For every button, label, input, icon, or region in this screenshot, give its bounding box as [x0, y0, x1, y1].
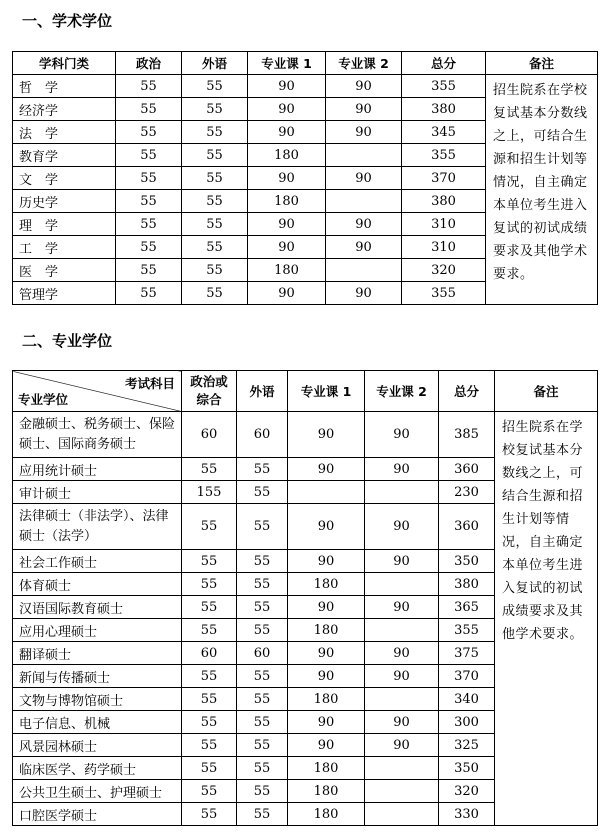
- score-cell: 55: [182, 550, 237, 573]
- score-cell: 90: [248, 167, 326, 190]
- score-cell: 350: [439, 550, 495, 573]
- score-cell: 55: [182, 458, 237, 481]
- score-cell: 55: [237, 734, 288, 757]
- corner-label-subjects: 考试科目: [124, 376, 175, 391]
- score-cell: [326, 144, 402, 167]
- score-cell: 55: [182, 75, 248, 98]
- score-cell: 55: [237, 481, 288, 504]
- score-cell: [365, 481, 439, 504]
- score-cell: 310: [402, 236, 486, 259]
- score-cell: 90: [326, 98, 402, 121]
- score-cell: 385: [439, 412, 495, 458]
- score-cell: 55: [182, 236, 248, 259]
- score-cell: 55: [116, 121, 182, 144]
- score-cell: [326, 259, 402, 282]
- score-cell: [326, 190, 402, 213]
- degree-name: 汉语国际教育硕士: [13, 596, 182, 619]
- column-header: 政治或综合: [182, 371, 237, 412]
- score-cell: 55: [116, 167, 182, 190]
- score-cell: 325: [439, 734, 495, 757]
- score-cell: [288, 481, 365, 504]
- score-cell: 230: [439, 481, 495, 504]
- column-header: 备注: [486, 52, 598, 75]
- column-header: 专业课 2: [365, 371, 439, 412]
- section-title-academic: 一、学术学位: [22, 12, 113, 30]
- score-cell: 370: [439, 665, 495, 688]
- score-cell: 55: [182, 780, 237, 803]
- table-row: [13, 412, 598, 458]
- score-cell: 330: [439, 803, 495, 826]
- academic-degree-table: [12, 51, 598, 305]
- column-header: 学科门类: [13, 52, 116, 75]
- score-cell: 55: [182, 688, 237, 711]
- score-cell: 60: [237, 412, 288, 458]
- score-cell: 90: [288, 711, 365, 734]
- score-cell: 365: [439, 596, 495, 619]
- score-cell: 55: [182, 734, 237, 757]
- score-cell: 55: [116, 236, 182, 259]
- score-cell: 55: [182, 504, 237, 550]
- score-cell: 55: [237, 550, 288, 573]
- score-cell: 60: [182, 412, 237, 458]
- score-cell: 355: [402, 75, 486, 98]
- column-header: 政治: [116, 52, 182, 75]
- score-cell: 55: [182, 213, 248, 236]
- score-cell: 90: [288, 458, 365, 481]
- score-cell: 55: [237, 458, 288, 481]
- score-cell: 55: [116, 213, 182, 236]
- score-cell: 55: [182, 167, 248, 190]
- score-cell: 300: [439, 711, 495, 734]
- score-cell: 180: [288, 573, 365, 596]
- score-cell: 180: [288, 803, 365, 826]
- score-cell: 55: [182, 190, 248, 213]
- score-cell: 345: [402, 121, 486, 144]
- column-header: 总分: [402, 52, 486, 75]
- score-cell: 340: [439, 688, 495, 711]
- score-cell: 90: [248, 236, 326, 259]
- score-cell: 155: [182, 481, 237, 504]
- score-cell: [365, 780, 439, 803]
- score-cell: 90: [365, 642, 439, 665]
- column-header: 总分: [439, 371, 495, 412]
- score-cell: 55: [116, 98, 182, 121]
- degree-name: 法律硕士（非法学）、法律硕士（法学）: [13, 504, 182, 550]
- score-cell: 90: [326, 236, 402, 259]
- score-cell: 55: [182, 282, 248, 305]
- diagonal-header-cell: [13, 371, 182, 412]
- professional-degree-table: [12, 370, 598, 826]
- score-cell: 55: [182, 619, 237, 642]
- score-cell: 90: [326, 213, 402, 236]
- score-cell: 370: [402, 167, 486, 190]
- discipline-name: 历史学: [13, 190, 116, 213]
- section-title-professional: 二、专业学位: [22, 332, 113, 350]
- score-cell: 180: [288, 619, 365, 642]
- score-cell: 360: [439, 504, 495, 550]
- score-cell: 55: [116, 259, 182, 282]
- discipline-name: 经济学: [13, 98, 116, 121]
- degree-name: 应用心理硕士: [13, 619, 182, 642]
- score-cell: 90: [288, 665, 365, 688]
- discipline-name: 工 学: [13, 236, 116, 259]
- degree-name: 新闻与传播硕士: [13, 665, 182, 688]
- discipline-name: 哲 学: [13, 75, 116, 98]
- score-cell: 90: [288, 734, 365, 757]
- score-cell: 55: [237, 780, 288, 803]
- score-cell: 90: [326, 282, 402, 305]
- score-cell: 90: [326, 121, 402, 144]
- score-cell: 55: [182, 711, 237, 734]
- degree-name: 公共卫生硕士、护理硕士: [13, 780, 182, 803]
- score-cell: 90: [288, 642, 365, 665]
- score-cell: 90: [365, 665, 439, 688]
- score-cell: 90: [248, 75, 326, 98]
- score-cell: 55: [237, 596, 288, 619]
- degree-name: 临床医学、药学硕士: [13, 757, 182, 780]
- score-cell: 180: [248, 259, 326, 282]
- score-cell: 55: [116, 190, 182, 213]
- score-cell: 55: [237, 665, 288, 688]
- table-header-row: [13, 371, 598, 412]
- score-cell: 180: [288, 780, 365, 803]
- score-cell: 60: [237, 642, 288, 665]
- score-cell: 55: [237, 803, 288, 826]
- score-cell: 55: [182, 121, 248, 144]
- score-cell: 320: [402, 259, 486, 282]
- score-cell: 355: [402, 282, 486, 305]
- score-cell: 55: [116, 144, 182, 167]
- table-header-row: [13, 52, 598, 75]
- score-cell: 380: [439, 573, 495, 596]
- column-header: 专业课 1: [288, 371, 365, 412]
- score-cell: 375: [439, 642, 495, 665]
- score-cell: [365, 619, 439, 642]
- discipline-name: 管理学: [13, 282, 116, 305]
- score-cell: 90: [248, 213, 326, 236]
- score-cell: 380: [402, 98, 486, 121]
- score-cell: [365, 688, 439, 711]
- score-cell: [365, 573, 439, 596]
- score-cell: 180: [248, 190, 326, 213]
- degree-name: 电子信息、机械: [13, 711, 182, 734]
- score-cell: 90: [248, 98, 326, 121]
- column-header: 外语: [182, 52, 248, 75]
- score-cell: 55: [182, 665, 237, 688]
- degree-name: 金融硕士、税务硕士、保险硕士、国际商务硕士: [13, 412, 182, 458]
- discipline-name: 理 学: [13, 213, 116, 236]
- score-cell: 55: [237, 573, 288, 596]
- score-cell: 90: [365, 504, 439, 550]
- score-cell: 355: [402, 144, 486, 167]
- score-cell: 55: [237, 619, 288, 642]
- score-cell: 180: [288, 757, 365, 780]
- score-cell: 90: [365, 412, 439, 458]
- score-cell: 55: [182, 573, 237, 596]
- column-header: 专业课 2: [326, 52, 402, 75]
- score-cell: 60: [182, 642, 237, 665]
- score-cell: 360: [439, 458, 495, 481]
- score-cell: 55: [182, 803, 237, 826]
- score-cell: 180: [248, 144, 326, 167]
- table-row: [13, 75, 598, 98]
- degree-name: 社会工作硕士: [13, 550, 182, 573]
- score-cell: 90: [365, 596, 439, 619]
- score-cell: 55: [182, 596, 237, 619]
- score-cell: 55: [237, 711, 288, 734]
- score-cell: 90: [248, 282, 326, 305]
- discipline-name: 教育学: [13, 144, 116, 167]
- score-cell: 90: [365, 550, 439, 573]
- score-cell: 55: [116, 75, 182, 98]
- score-cell: 55: [237, 504, 288, 550]
- score-cell: 55: [182, 98, 248, 121]
- score-cell: 90: [288, 550, 365, 573]
- score-cell: [365, 757, 439, 780]
- score-cell: 90: [288, 412, 365, 458]
- discipline-name: 医 学: [13, 259, 116, 282]
- note-cell: 招生院系在学校复试基本分数线之上，可结合生源和招生计划等情况，自主确定本单位考生进入复试的初试成绩要求及其他学术要求。: [486, 75, 598, 305]
- score-cell: 90: [365, 458, 439, 481]
- score-cell: 55: [182, 259, 248, 282]
- score-cell: 55: [237, 757, 288, 780]
- degree-name: 体育硕士: [13, 573, 182, 596]
- score-cell: 90: [288, 504, 365, 550]
- score-cell: 55: [237, 688, 288, 711]
- degree-name: 应用统计硕士: [13, 458, 182, 481]
- score-cell: 310: [402, 213, 486, 236]
- discipline-name: 文 学: [13, 167, 116, 190]
- score-cell: 90: [248, 121, 326, 144]
- score-cell: 350: [439, 757, 495, 780]
- score-cell: 55: [116, 282, 182, 305]
- score-cell: 180: [288, 688, 365, 711]
- score-cell: 90: [326, 75, 402, 98]
- score-cell: [365, 803, 439, 826]
- score-cell: 320: [439, 780, 495, 803]
- score-cell: 55: [182, 757, 237, 780]
- discipline-name: 法 学: [13, 121, 116, 144]
- score-cell: 355: [439, 619, 495, 642]
- score-cell: 90: [326, 167, 402, 190]
- note-cell: 招生院系在学校复试基本分数线之上，可结合生源和招生计划等情况，自主确定本单位考生进入复试的初试成绩要求及其他学术要求。: [495, 412, 598, 826]
- score-cell: 90: [288, 596, 365, 619]
- score-cell: 380: [402, 190, 486, 213]
- score-cell: 90: [365, 711, 439, 734]
- column-header: 备注: [495, 371, 598, 412]
- degree-name: 翻译硕士: [13, 642, 182, 665]
- score-cell: 55: [182, 144, 248, 167]
- column-header: 专业课 1: [248, 52, 326, 75]
- degree-name: 口腔医学硕士: [13, 803, 182, 826]
- corner-label-degree: 专业学位: [18, 392, 69, 407]
- degree-name: 文物与博物馆硕士: [13, 688, 182, 711]
- column-header: 外语: [237, 371, 288, 412]
- score-cell: 90: [365, 734, 439, 757]
- degree-name: 风景园林硕士: [13, 734, 182, 757]
- degree-name: 审计硕士: [13, 481, 182, 504]
